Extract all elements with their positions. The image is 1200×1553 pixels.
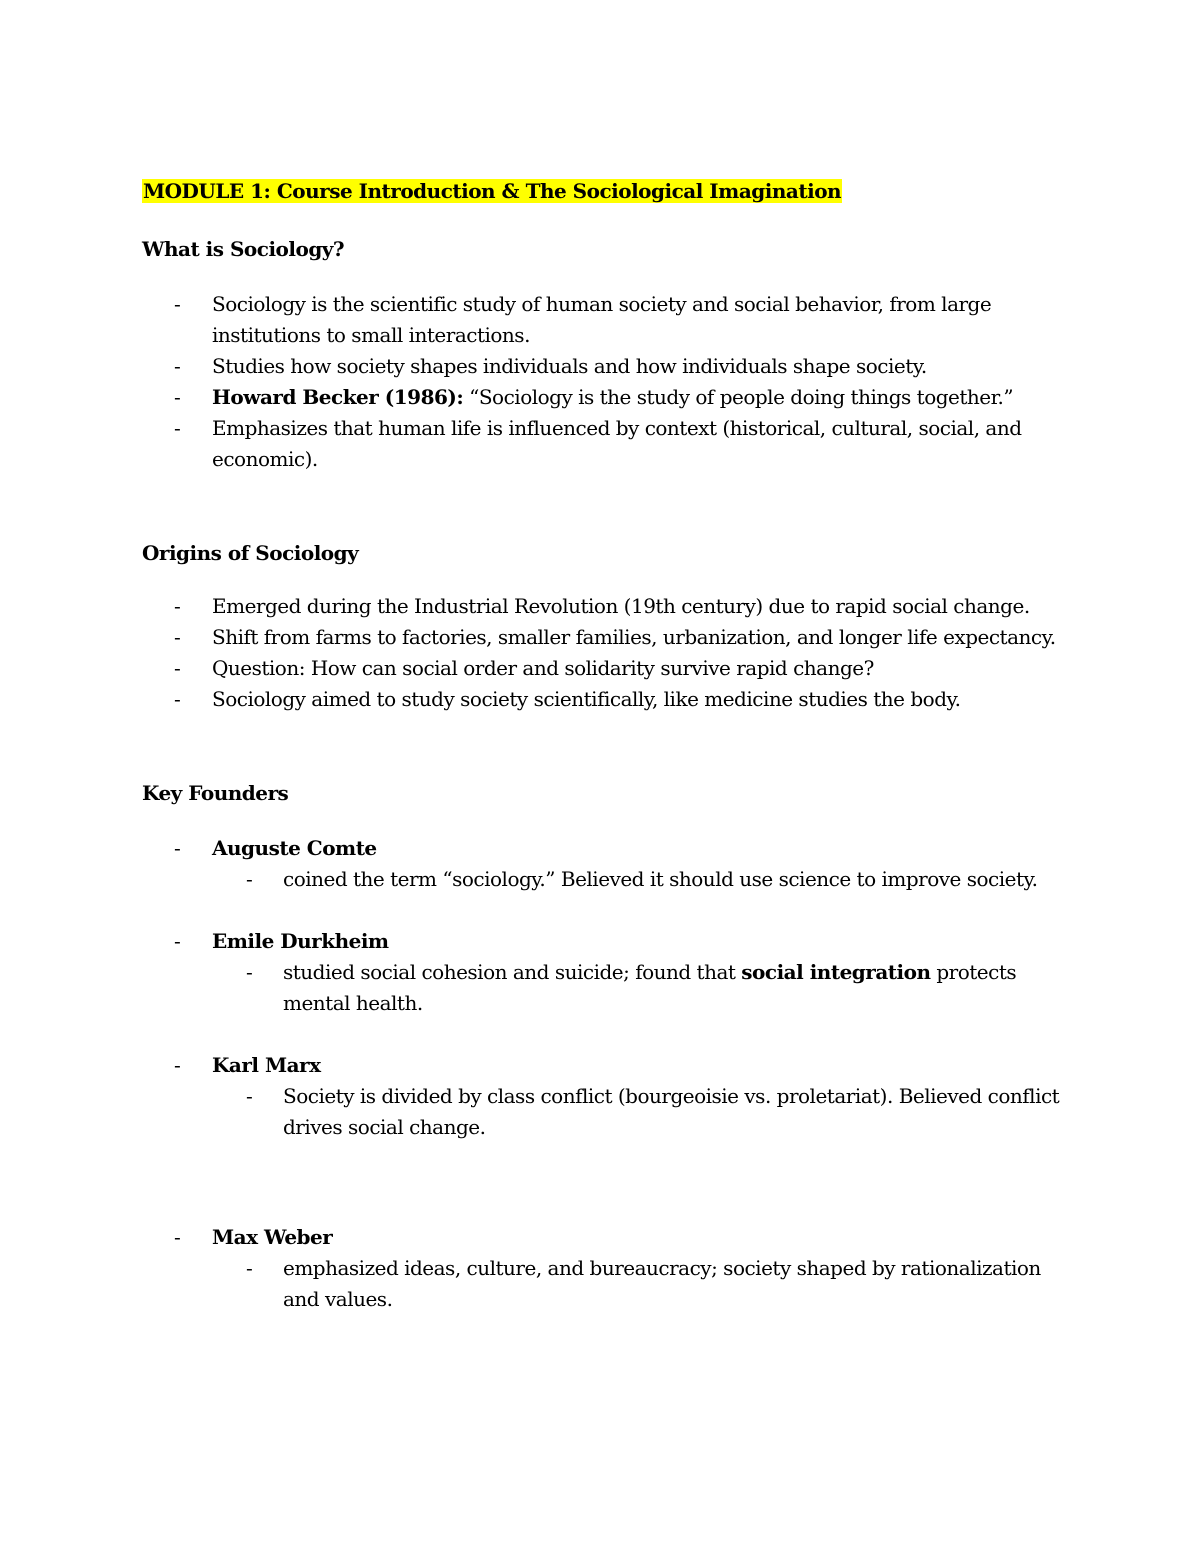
section-heading-what-is-sociology: What is Sociology? bbox=[142, 237, 345, 261]
list-item bbox=[142, 382, 1062, 413]
founder-item-durkheim bbox=[142, 926, 1062, 1019]
document-body bbox=[142, 176, 1062, 1315]
dash-bullet: - bbox=[246, 1084, 253, 1108]
dash-bullet: - bbox=[174, 385, 181, 409]
dash-bullet: - bbox=[174, 836, 181, 860]
list-item-text: Studies how society shapes individuals and how individuals shape society. bbox=[212, 354, 927, 378]
founder-item-marx bbox=[142, 1050, 1062, 1143]
founder-detail-list bbox=[212, 1253, 1062, 1315]
module-title-highlight: MODULE 1: Course Introduction & The Sociological Imagination bbox=[143, 179, 842, 203]
founder-detail-text: emphasized ideas, culture, and bureaucracy; society shaped by rationalization and values. bbox=[283, 1256, 1041, 1311]
founder-name: Auguste Comte bbox=[212, 836, 377, 860]
list-item bbox=[142, 351, 1062, 382]
becker-quote: “Sociology is the study of people doing things together.” bbox=[463, 385, 1014, 409]
founder-detail-list bbox=[212, 1081, 1062, 1143]
list-item-text: Question: How can social order and solidarity survive rapid change? bbox=[212, 656, 874, 680]
dash-bullet: - bbox=[174, 1225, 181, 1249]
founder-detail bbox=[212, 957, 1062, 1019]
list-item-text: Sociology is the scientific study of human society and social behavior, from large institutions to small interactions. bbox=[212, 292, 992, 347]
origins-list bbox=[142, 591, 1062, 715]
dash-bullet: - bbox=[246, 1256, 253, 1280]
founder-name: Emile Durkheim bbox=[212, 929, 389, 953]
dash-bullet: - bbox=[174, 687, 181, 711]
list-item bbox=[142, 653, 1062, 684]
dash-bullet: - bbox=[174, 292, 181, 316]
section-heading-key-founders: Key Founders bbox=[142, 781, 289, 805]
dash-bullet: - bbox=[174, 416, 181, 440]
list-item-text: Shift from farms to factories, smaller families, urbanization, and longer life expectancy. bbox=[212, 625, 1056, 649]
founder-item-weber bbox=[142, 1222, 1062, 1315]
section-heading-origins: Origins of Sociology bbox=[142, 541, 359, 565]
what-is-sociology-list bbox=[142, 289, 1062, 475]
list-item bbox=[142, 289, 1062, 351]
dash-bullet: - bbox=[174, 656, 181, 680]
founder-detail bbox=[212, 1081, 1062, 1143]
dash-bullet: - bbox=[174, 354, 181, 378]
dash-bullet: - bbox=[174, 929, 181, 953]
founder-detail-text: studied social cohesion and suicide; found that bbox=[283, 960, 742, 984]
dash-bullet: - bbox=[174, 1053, 181, 1077]
founder-detail-text: coined the term “sociology.” Believed it should use science to improve society. bbox=[283, 867, 1038, 891]
list-item-text: Emphasizes that human life is influenced by context (historical, cultural, social, and economic). bbox=[212, 416, 1022, 471]
founder-detail bbox=[212, 1253, 1062, 1315]
list-item-text: Sociology aimed to study society scientifically, like medicine studies the body. bbox=[212, 687, 961, 711]
founder-detail-list bbox=[212, 957, 1062, 1019]
list-item-text: Emerged during the Industrial Revolution (19th century) due to rapid social change. bbox=[212, 594, 1030, 618]
founder-detail bbox=[212, 864, 1062, 895]
dash-bullet: - bbox=[246, 867, 253, 891]
list-item bbox=[142, 622, 1062, 653]
founders-list bbox=[142, 833, 1062, 1315]
list-item bbox=[142, 591, 1062, 622]
dash-bullet: - bbox=[246, 960, 253, 984]
founder-item-comte bbox=[142, 833, 1062, 895]
founder-detail-text: protects mental health. bbox=[283, 960, 1017, 1015]
founder-detail-list bbox=[212, 864, 1062, 895]
module-title bbox=[142, 176, 1062, 207]
dash-bullet: - bbox=[174, 594, 181, 618]
becker-citation: Howard Becker (1986): bbox=[212, 385, 464, 409]
list-item bbox=[142, 684, 1062, 715]
founder-name: Karl Marx bbox=[212, 1053, 321, 1077]
list-item bbox=[142, 413, 1062, 475]
social-integration-term: social integration bbox=[741, 960, 931, 984]
founder-detail-text: Society is divided by class conflict (bourgeoisie vs. proletariat). Believed conflict drives social change. bbox=[283, 1084, 1060, 1139]
founder-name: Max Weber bbox=[212, 1225, 333, 1249]
dash-bullet: - bbox=[174, 625, 181, 649]
